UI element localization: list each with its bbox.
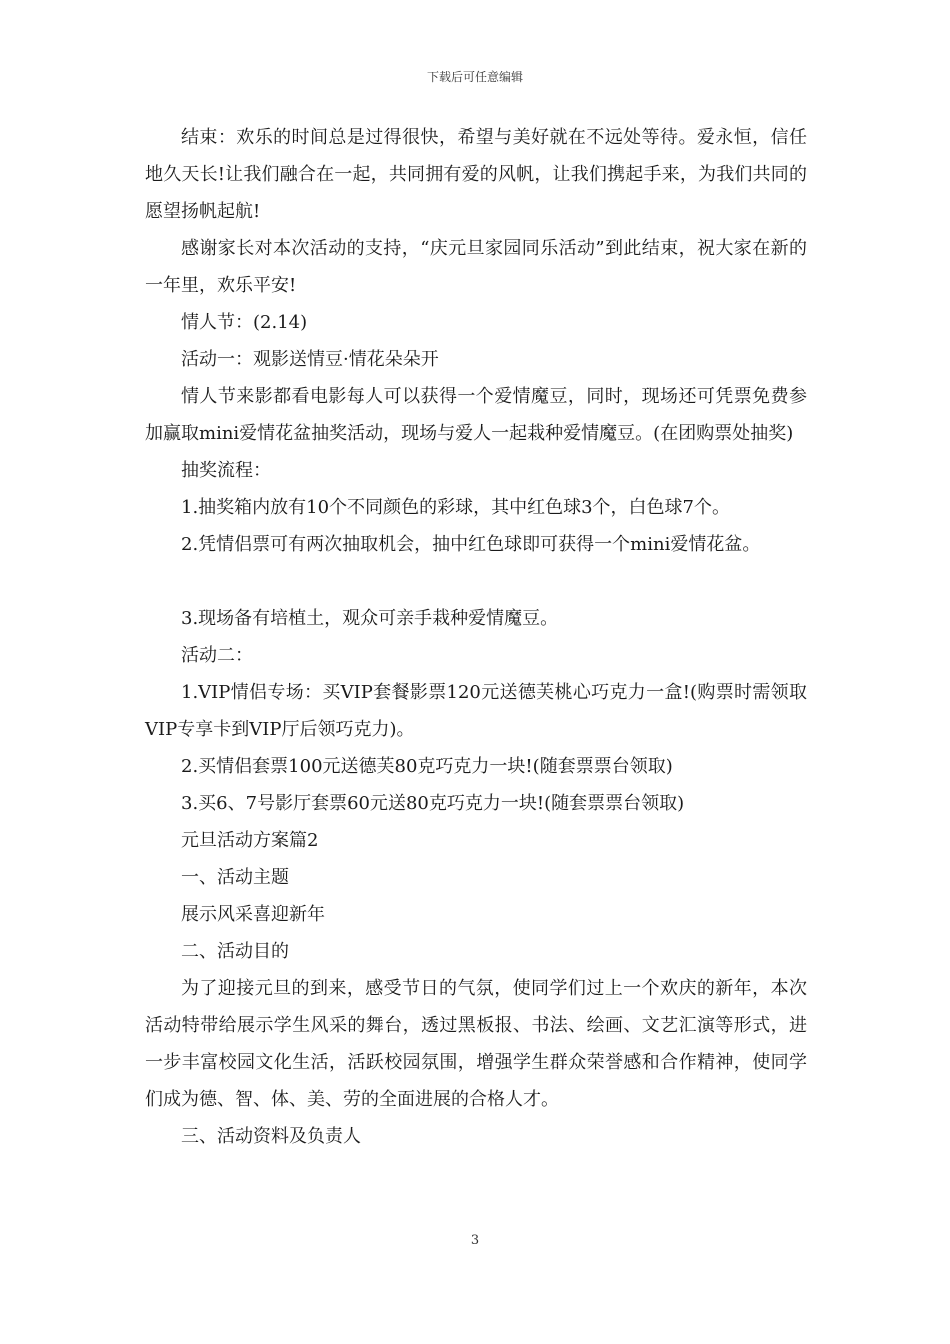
paragraph-lottery-process: 抽奖流程： bbox=[181, 460, 271, 481]
paragraph-closing: 结束：欢乐的时间总是过得很快，希望与美好就在不远处等待。爱永恒，信任地久天长!让我们融合在一起，共同拥有爱的风帆，让我们携起手来，为我们共同的愿望扬帆起航! bbox=[145, 127, 807, 222]
paragraph-valentines-heading: 情人节：(2.14) bbox=[181, 312, 308, 333]
paragraph-activity-two-item-1: 1.VIP情侣专场：买VIP套餐影票120元送德芙桃心巧克力一盒!(购票时需领取VIP专享卡到VIP厅后领巧克力)。 bbox=[145, 682, 807, 740]
page-header: 下载后可任意编辑 bbox=[426, 70, 523, 84]
paragraph-lottery-step-3: 3.现场备有培植土，观众可亲手栽种爱情魔豆。 bbox=[181, 608, 559, 629]
section-title-plan-2: 元旦活动方案篇2 bbox=[181, 830, 319, 851]
paragraph-thanks: 感谢家长对本次活动的支持，“庆元旦家园同乐活动”到此结束，祝大家在新的一年里，欢乐平安! bbox=[145, 238, 807, 296]
document-body bbox=[145, 119, 807, 1155]
section-heading-theme: 一、活动主题 bbox=[181, 867, 289, 888]
paragraph-lottery-step-1: 1.抽奖箱内放有10个不同颜色的彩球，其中红色球3个，白色球7个。 bbox=[181, 497, 730, 518]
section-heading-resources: 三、活动资料及负责人 bbox=[181, 1126, 361, 1147]
paragraph-activity-two-item-2: 2.买情侣套票100元送德芙80克巧克力一块!(随套票票台领取) bbox=[181, 756, 673, 777]
paragraph-activity-one-title: 活动一：观影送情豆·情花朵朵开 bbox=[181, 349, 439, 370]
paragraph-theme: 展示风采喜迎新年 bbox=[181, 904, 325, 925]
paragraph-activity-one-body: 情人节来影都看电影每人可以获得一个爱情魔豆，同时，现场还可凭票免费参加赢取mini爱情花盆抽奖活动，现场与爱人一起栽种爱情魔豆。(在团购票处抽奖) bbox=[145, 386, 807, 444]
paragraph-activity-two-title: 活动二： bbox=[181, 645, 253, 666]
paragraph-lottery-step-2: 2.凭情侣票可有两次抽取机会，抽中红色球即可获得一个mini爱情花盆。 bbox=[181, 534, 761, 555]
paragraph-activity-two-item-3: 3.买6、7号影厅套票60元送80克巧克力一块!(随套票票台领取) bbox=[181, 793, 685, 814]
paragraph-purpose: 为了迎接元旦的到来，感受节日的气氛，使同学们过上一个欢庆的新年，本次活动特带给展示学生风采的舞台，透过黑板报、书法、绘画、文艺汇演等形式，进一步丰富校园文化生活，活跃校园氛围，增强学生群众荣誉感和合作精神，使同学们成为德、智、体、美、劳的全面进展的合格人才。 bbox=[145, 978, 807, 1110]
page-number: 3 bbox=[470, 1233, 480, 1248]
section-heading-purpose: 二、活动目的 bbox=[181, 941, 289, 962]
